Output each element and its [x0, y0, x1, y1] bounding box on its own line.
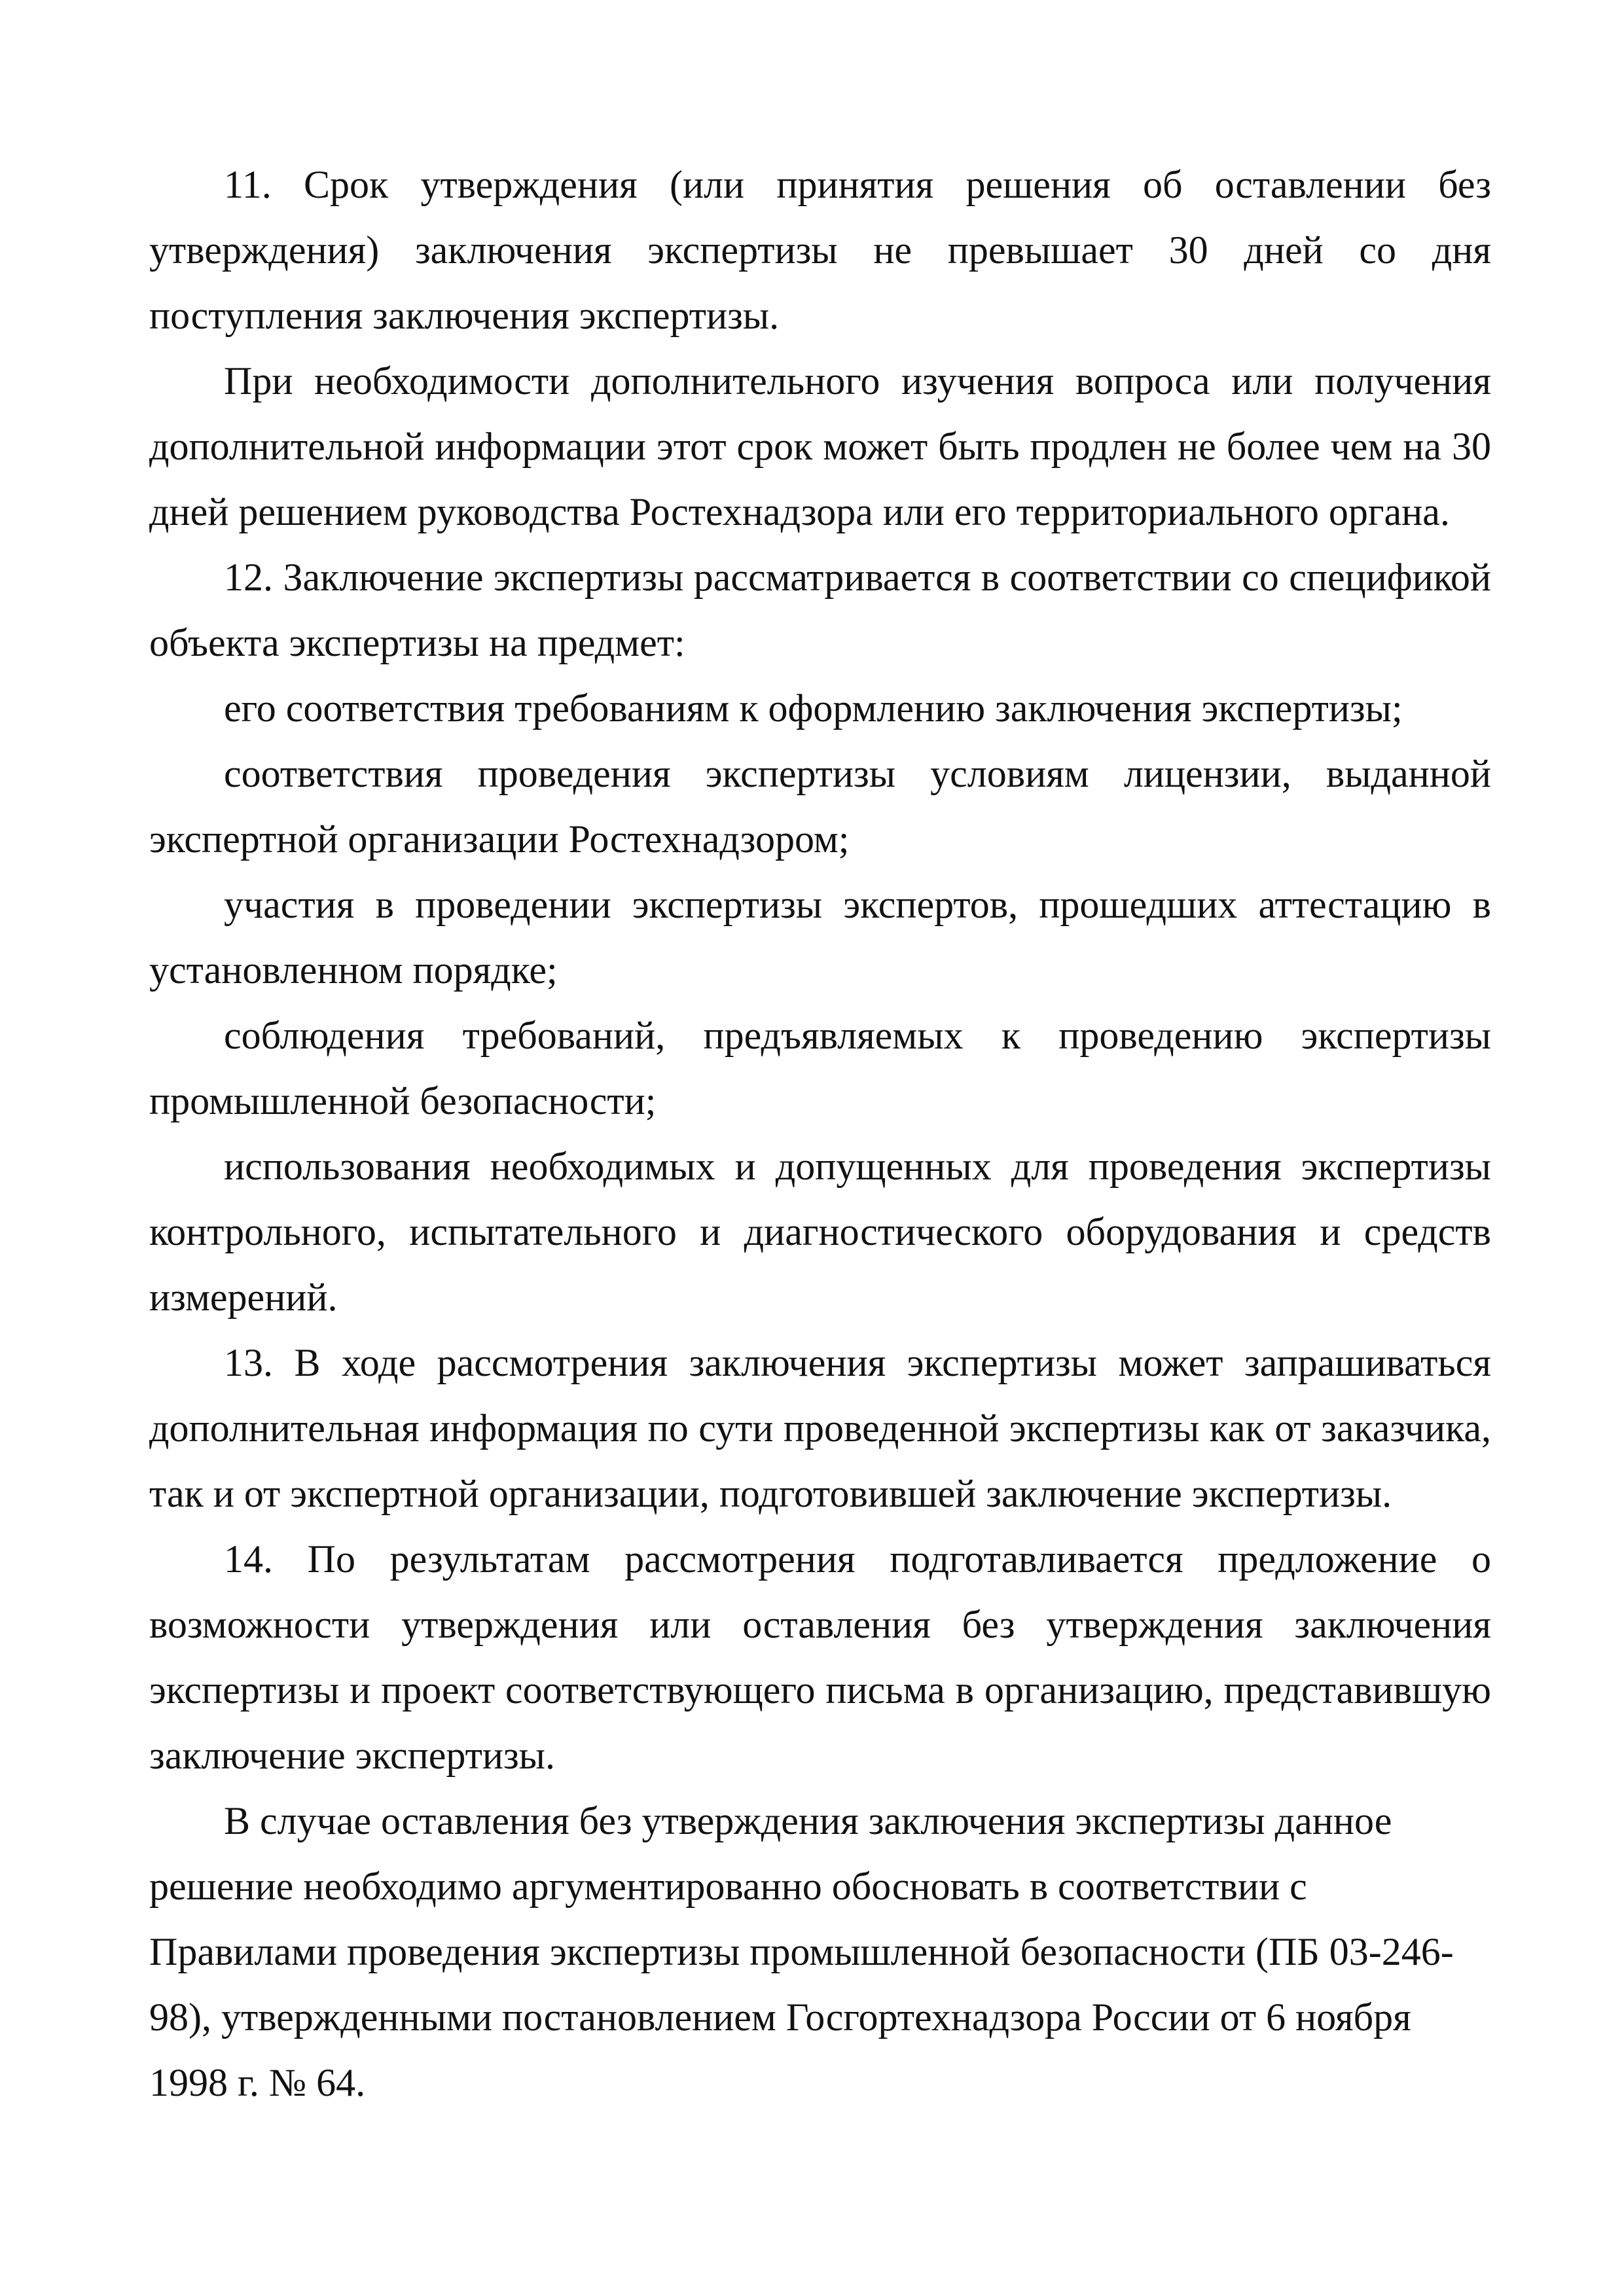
paragraph-11-term: 11. Срок утверждения (или принятия решения об оставлении без утверждения) заключения экспертизы не превышает 30 дней со дня поступления заключения экспертизы.	[149, 163, 1491, 337]
paragraph-14-rejection: В случае оставления без утверждения заключения экспертизы данное решение необходимо аргументированно обосновать в соответствии с Правилами проведения экспертизы промышленной безопасности (ПБ 03-246-98), утвержденными постановлением Госгортехнадзора России от 6 ноября 1998 г. № 64.	[149, 1799, 1454, 2104]
paragraph-14: 14. По результатам рассмотрения подготавливается предложение о возможности утверждения или оставления без утверждения заключения экспертизы и проект соответствующего письма в организацию, представившую заключение экспертизы.	[149, 1537, 1491, 1777]
paragraph-12-item-formatting: его соответствия требованиям к оформлению заключения экспертизы;	[224, 687, 1403, 730]
document-body	[149, 152, 1491, 2115]
paragraph-12-item-equipment: использования необходимых и допущенных для проведения экспертизы контрольного, испытательного и диагностического оборудования и средств измерений.	[149, 1145, 1491, 1319]
paragraph-12-item-requirements: соблюдения требований, предъявляемых к проведению экспертизы промышленной безопасности;	[149, 1014, 1491, 1122]
paragraph-13: 13. В ходе рассмотрения заключения экспертизы может запрашиваться дополнительная информация по сути проведенной экспертизы как от заказчика, так и от экспертной организации, подготовившей заключение экспертизы.	[149, 1341, 1491, 1515]
paragraph-12-item-experts: участия в проведении экспертизы экспертов, прошедших аттестацию в установленном порядке;	[149, 883, 1491, 992]
paragraph-11-extension: При необходимости дополнительного изучения вопроса или получения дополнительной информации этот срок может быть продлен не более чем на 30 дней решением руководства Ростехнадзора или его территориального органа.	[149, 359, 1491, 533]
paragraph-12-item-license: соответствия проведения экспертизы условиям лицензии, выданной экспертной организации Ростехнадзором;	[149, 752, 1491, 861]
paragraph-12-intro: 12. Заключение экспертизы рассматривается в соответствии со спецификой объекта экспертизы на предмет:	[149, 556, 1491, 664]
